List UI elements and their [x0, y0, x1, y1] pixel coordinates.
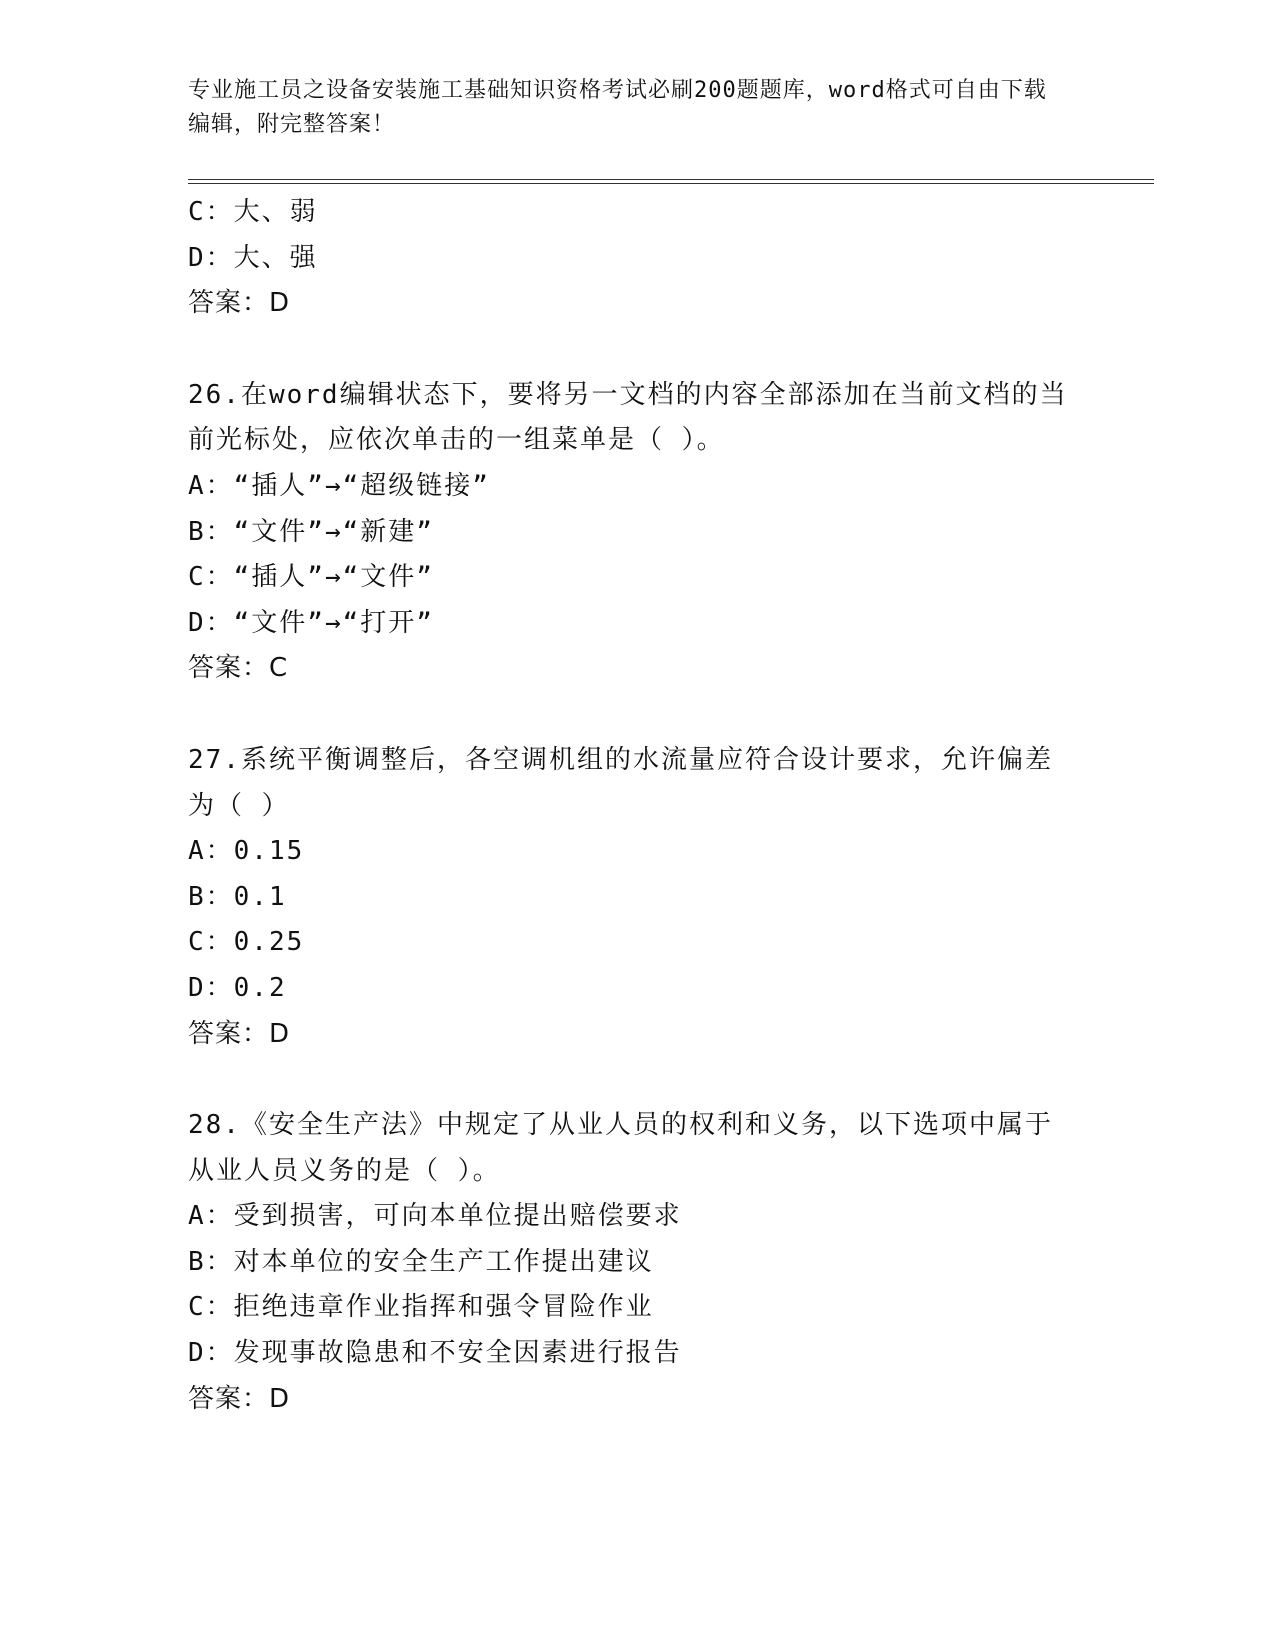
question-28	[188, 1103, 1088, 1422]
header-divider-bottom	[188, 183, 1154, 184]
question-list	[188, 190, 1088, 1422]
option-a: A：“插人”→“超级链接”	[188, 470, 490, 501]
option-c: C：大、弱	[188, 197, 318, 227]
question-25-tail	[188, 190, 1088, 327]
header-divider-top	[188, 179, 1154, 180]
option-d: D：发现事故隐患和不安全因素进行报告	[188, 1338, 682, 1369]
spacer	[188, 692, 1088, 738]
question-26	[188, 373, 1088, 692]
answer-line: 答案：D	[188, 1383, 291, 1414]
option-c: C：拒绝违章作业指挥和强令冒险作业	[188, 1292, 654, 1323]
question-27	[188, 738, 1088, 1057]
option-a: A：受到损害，可向本单位提出赔偿要求	[188, 1201, 682, 1232]
option-c: C：“插人”→“文件”	[188, 562, 434, 593]
question-stem: 27.系统平衡调整后，各空调机组的水流量应符合设计要求，允许偏差为（ ）	[188, 744, 1053, 821]
question-stem: 28.《安全生产法》中规定了从业人员的权利和义务，以下选项中属于从业人员义务的是（ ）。	[188, 1110, 1053, 1186]
spacer	[188, 1057, 1088, 1103]
spacer	[188, 327, 1088, 373]
option-b: B：“文件”→“新建”	[188, 516, 434, 547]
option-c: C：0.25	[188, 927, 305, 958]
option-d: D：“文件”→“打开”	[188, 607, 434, 638]
option-d: D：大、强	[188, 242, 318, 273]
question-stem: 26.在word编辑状态下，要将另一文档的内容全部添加在当前文档的当前光标处，应依次单击的一组菜单是（ ）。	[188, 379, 1068, 456]
option-b: B：0.1	[188, 881, 287, 912]
answer-line: 答案：C	[188, 653, 289, 684]
answer-line: 答案：D	[188, 288, 291, 319]
option-a: A：0.15	[188, 836, 305, 867]
page-header: 专业施工员之设备安装施工基础知识资格考试必刷200题题库，word格式可自由下载编辑，附完整答案！	[188, 78, 1047, 137]
option-d: D：0.2	[188, 972, 287, 1003]
option-b: B：对本单位的安全生产工作提出建议	[188, 1246, 654, 1277]
answer-line: 答案：D	[188, 1018, 291, 1049]
